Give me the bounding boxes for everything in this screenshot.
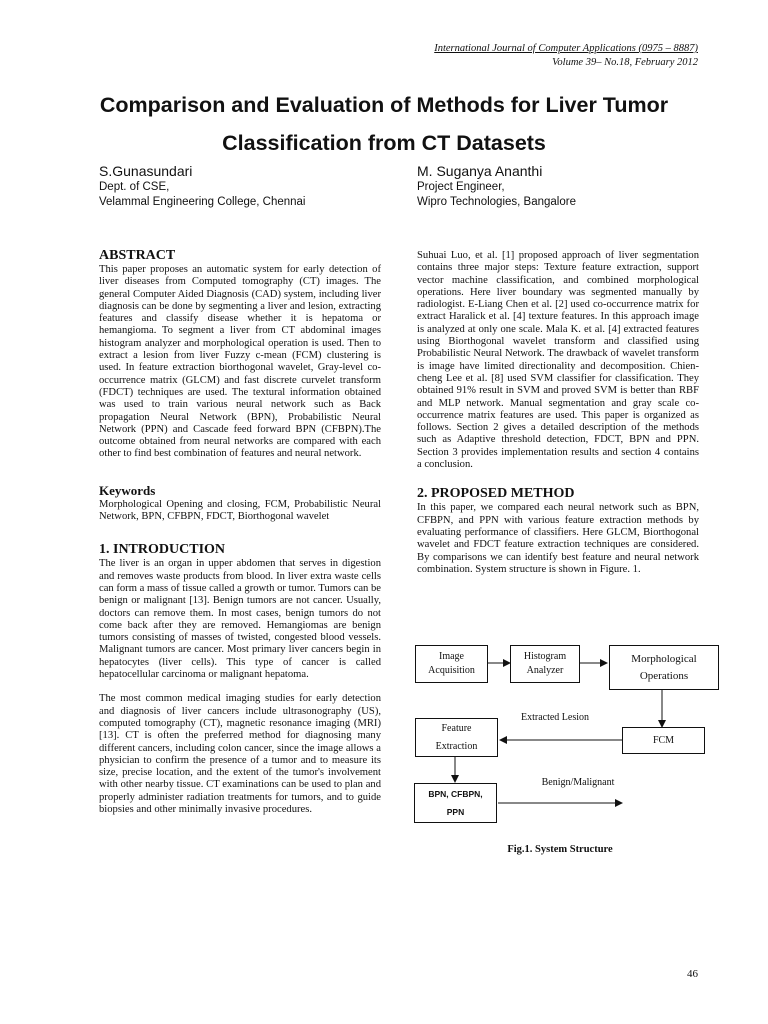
feature-extraction-box (415, 718, 498, 757)
introduction-heading: 1. INTRODUCTION (99, 542, 226, 558)
journal-name: International Journal of Computer Applications (0975 – 8887) (434, 43, 698, 54)
classifier-label: BPN, CFBPN, PPN (428, 789, 483, 817)
proposed-method-text: In this paper, we compared each neural network such as BPN, CFBPN, and PPN with various feature extraction methods by evaluating performance of classifiers. Here GLCM, Biorthogonal wavelet and FDCT feature extraction techniques are considered. By comparisons we can identify best feature and neural network combination. System structure is shown in Figure. 1. (417, 502, 699, 575)
benign-malignant-label: Benign/Malignant (541, 777, 615, 788)
abstract-heading: ABSTRACT (99, 248, 176, 263)
figure-caption: Fig.1. System Structure (507, 844, 613, 855)
paper-title-line2: Classification from CT Datasets (222, 131, 546, 155)
author-org: Wipro Technologies, Bangalore (417, 196, 576, 208)
morphological-operations-box (609, 645, 719, 690)
image-acquisition-label: Image Acquisition (428, 651, 475, 676)
paper-title-line1: Comparison and Evaluation of Methods for Liver Tumor (99, 93, 669, 117)
histogram-analyzer-box (510, 645, 580, 683)
introduction-paragraph-1: The liver is an organ in upper abdomen that serves in digestion and removes waste products from blood. In liver extra waste cells can form a mass of tissue called a growth or tumor. Tumors can be benign or malignant [13]. Benign tumors are not cancer. Usually, doctors can remove them. In most cases, benign tumors do not come back after they are removed. Hemangiomas are benign tumors consisting of masses of twisted, congested blood vessels. Malignant tumors are cancer. Most primary liver cancers begin in hepatocytes (liver cells). This type of cancer is called hepatocellular carcinoma or malignant hepatoma. (99, 558, 381, 681)
related-work-paragraph: Suhuai Luo, et al. [1] proposed approach of liver segmentation contains three major steps: Texture feature extraction, support vector machine classification, and combined morphological operations. Here liver boundary was segmented manually by radiologist. E-Liang Chen et al. [2] used co-occurrence matrix for extract Haralick et al. [4] texture features. In this approach image is analyzed at only one scale. Mala K. et al. [4] extracted features using Biorthogonal wavelet transform and classified using Probabilistic Neural Network. The drawback of wavelet transform is image have limited directionality and decomposition. Chien-cheng Lee et al. [8] used SVM classifier for classification. They obtained 91% result in SVM and proved SVM is better than RBF and MLP network. Manual segmentation and gray scale co-occurrence matrix features are used. This paper is organized as follows. Section 2 gives a detailed description of the methods such as Adaptive threshold detection, FDCT, BPN and PPN. Section 3 provides implementation results and section 4 contains a conclusion. (417, 250, 699, 471)
histogram-analyzer-label: Histogram Analyzer (523, 651, 567, 676)
proposed-method-heading: 2. PROPOSED METHOD (417, 486, 575, 502)
author-name: S.Gunasundari (99, 163, 193, 179)
fcm-box (622, 727, 705, 754)
morphological-operations-label: Morphological Operations (631, 652, 697, 682)
keywords-text: Morphological Opening and closing, FCM, Probabilistic Neural Network, BPN, CFBPN, FDCT, Biorthogonal wavelet (99, 498, 381, 523)
fcm-label: FCM (652, 734, 675, 746)
classifier-box (414, 783, 497, 823)
feature-extraction-label: Feature Extraction (435, 722, 478, 752)
introduction-paragraph-2: The most common medical imaging studies for early detection and diagnosis of liver cancers include ultrasonography (US), computed tomography (CT), magnetic resonance imaging (MRI) [13]. CT is often the preferred method for diagnosing many different cancers, including colon cancer, since the image allows a physician to confirm the presence of a tumor and to measure its size, precise location, and the extent of the tumor's involvement with other nearby tissue. CT examinations can be used to plan and properly administer radiation treatments for tumors, and to guide biopsies and other minimally invasive procedures. (99, 693, 381, 815)
page-number: 46 (687, 968, 698, 980)
author-dept: Project Engineer, (417, 181, 505, 193)
author-name: M. Suganya Ananthi (417, 163, 543, 179)
journal-volume: Volume 39– No.18, February 2012 (552, 57, 698, 68)
image-acquisition-box (415, 645, 488, 683)
author-org: Velammal Engineering College, Chennai (99, 196, 306, 208)
extracted-lesion-label: Extracted Lesion (520, 712, 590, 723)
author-dept: Dept. of CSE, (99, 181, 170, 193)
abstract-text: This paper proposes an automatic system for early detection of liver diseases from Computed tomography (CT) images. The general Computer Aided Diagnosis (CAD) system, including liver diagnosis can be done by segmenting a liver and lesion, extracting features and classify disease whether it is hepatoma or hemangioma. To segment a liver from CT abdominal images histogram analyzer and morphological operation is used. Then to extract a lesion from liver Fuzzy c-mean (FCM) clustering is used. In feature extraction biorthogonal wavelet, Gray-level co-occurrence matrix (GLCM) and fast discrete curvelet transform (FDCT) techniques are used. The textural information obtained was used to train various neural network such as Back propagation Neural Network (BPN), Probabilistic Neural Network (PPN) and Cascade feed forward BPN (CFBPN).The outcome obtained from neural networks are compared with each other to find best combination of features and neural network. (99, 264, 381, 460)
keywords-heading: Keywords (99, 482, 156, 498)
